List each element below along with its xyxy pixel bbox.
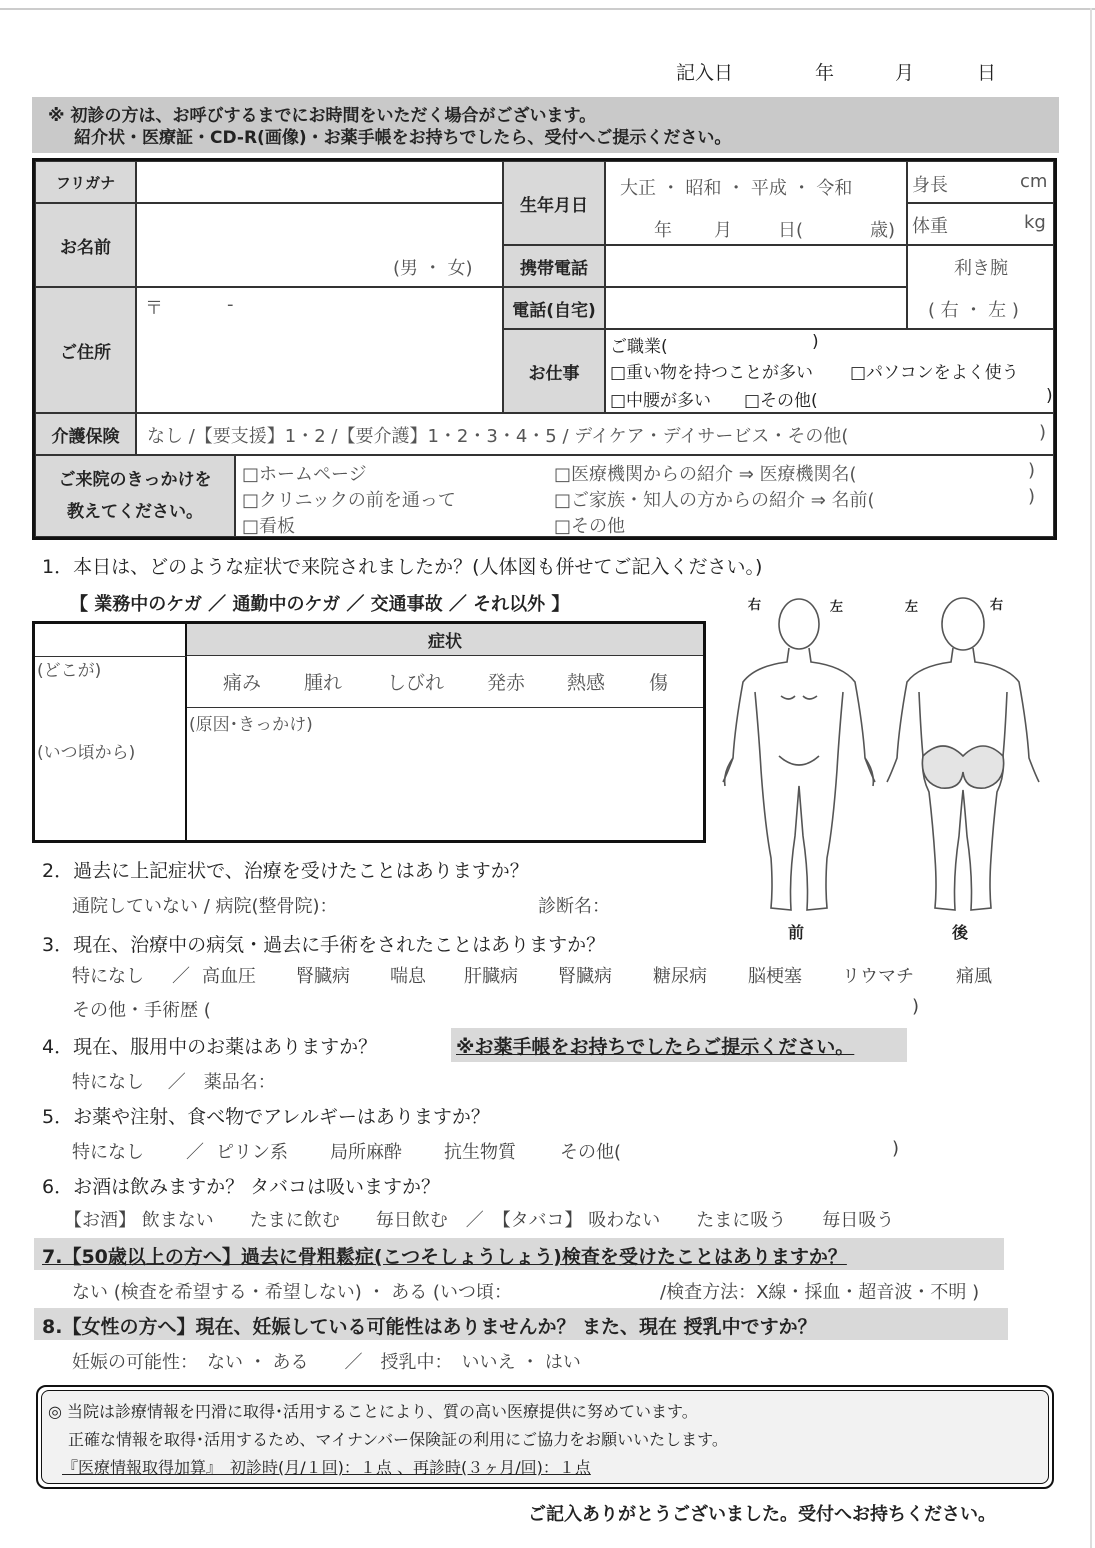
mobile-field[interactable] [605,245,907,287]
q7-answer[interactable]: ない (検査を希望する・希望しない) ・ ある (いつ頃： [72,1282,512,1303]
mobile-label: 携帯電話 [503,245,605,287]
q3-opt-diabetes[interactable]: 糖尿病 [653,966,707,987]
q1-text: 1．本日は、どのような症状で来院されましたか？(人体図も併せてご記入ください。) [42,556,763,578]
where-label: (どこが) [37,661,102,681]
name-label: お名前 [35,203,136,287]
name-field[interactable] [136,203,503,287]
front-left-label: 左 [830,600,844,615]
date-year: 年 [815,62,835,84]
reason-field [235,455,1054,537]
q3-other-close: ) [912,996,920,1017]
q3-opt-kidney[interactable]: 腎臓病 [296,966,350,987]
cause-field[interactable] [187,708,703,840]
q3-opt-stroke[interactable]: 脳梗塞 [748,966,802,987]
reason-label-line1: ご来院のきっかけを [58,470,212,490]
q5-opt-other[interactable]: その他( [560,1142,622,1163]
symptom-pain[interactable]: 痛み [223,672,262,694]
reason-family-close: ) [1028,486,1036,507]
q5-text: 5．お薬や注射、食べ物でアレルギーはありますか？ [42,1106,490,1128]
birth-age: 歳) [870,220,896,241]
care-field[interactable] [136,413,1054,455]
q3-opt-hypertension[interactable]: 高血圧 [202,966,256,987]
address-field[interactable] [136,287,503,413]
q3-opt-none[interactable]: 特になし [72,966,144,987]
home-phone-field[interactable] [605,287,907,329]
care-label: 介護保険 [35,413,136,455]
furigana-field[interactable] [136,161,503,203]
q7-method[interactable]: /検査方法：X線・採血・超音波・不明 ) [660,1282,980,1303]
q5-other-close: ) [892,1138,900,1159]
notice-box [32,97,1059,153]
q5-opt-antibiotic[interactable]: 抗生物質 [444,1142,516,1163]
weight-unit: kg [1024,212,1046,233]
q4-text: 4．現在、服用中のお薬はありますか？ [42,1036,378,1058]
address-label: ご住所 [35,287,136,413]
back-right-label: 右 [990,598,1004,613]
q2-diagnosis[interactable]: 診断名： [538,896,610,917]
reason-family-checkbox[interactable]: □ご家族・知人の方からの紹介 ⇒ 名前( [554,490,875,511]
q5-opt-anesthesia[interactable]: 局所麻酔 [330,1142,402,1163]
reason-medical-checkbox[interactable]: □医療機関からの紹介 ⇒ 医療機関名( [554,464,857,485]
job-stooping-checkbox[interactable]: □中腰が多い [610,391,712,411]
q5-opt-pyrine[interactable]: ピリン系 [216,1142,288,1163]
q3-slash: ／ [172,966,190,987]
birth-label: 生年月日 [503,161,605,245]
care-options[interactable]: なし /【要支援】1・2 /【要介護】1・2・3・4・5 / デイケア・デイサービス・その他( [147,426,849,447]
q4-note: ※お薬手帳をお持ちでしたらご提示ください。 [456,1036,855,1058]
occupation-label: ご職業( [610,337,668,357]
job-label: お仕事 [503,329,605,413]
date-day: 日 [977,62,997,84]
q4-answer[interactable]: 特になし ／ 薬品名： [72,1072,276,1093]
handed-options[interactable]: ( 右 ・ 左 ) [928,300,1019,321]
date-month: 月 [895,62,915,84]
q3-opt-gout[interactable]: 痛風 [956,966,992,987]
height-field[interactable] [907,161,1054,203]
symptom-left-divider [35,656,187,657]
job-other-close: ) [1046,386,1053,406]
era-options[interactable]: 大正 ・ 昭和 ・ 平成 ・ 令和 [620,178,853,199]
q2-text: 2．過去に上記症状で、治療を受けたことはありますか？ [42,860,529,882]
birth-field[interactable] [605,161,907,245]
reason-label-line2: 教えてください。 [67,502,203,522]
height-label: 身長 [912,175,948,196]
patient-info-table [32,158,1057,540]
top-border [0,8,1095,10]
reason-homepage-checkbox[interactable]: □ホームページ [242,464,367,485]
birth-month: 月 [714,220,732,241]
front-right-label: 右 [748,598,762,613]
weight-label: 体重 [912,216,948,237]
date-label: 記入日 [676,62,734,84]
q3-opt-liver[interactable]: 肝臓病 [464,966,518,987]
footer-line-2: 正確な情報を取得･活用するため、マイナンバー保険証の利用にご協力をお願いいたします。 [68,1430,728,1449]
back-left-label: 左 [905,600,919,615]
symptom-table [32,621,706,843]
weight-field[interactable] [907,203,1054,245]
home-phone-label: 電話(自宅) [503,287,605,329]
handed-field[interactable] [907,245,1054,329]
reason-passing-checkbox[interactable]: □クリニックの前を通って [242,490,456,511]
postal-dash: - [227,294,234,315]
job-field[interactable] [605,329,1054,413]
birth-day: 日( [778,220,804,241]
q5-opt-none[interactable]: 特になし [72,1142,144,1163]
birth-year: 年 [654,220,672,241]
notice-line-1: ※ 初診の方は、お呼びするまでにお時間をいただく場合がございます。 [48,106,597,126]
symptom-options-row [187,656,703,708]
footer-line-3: 『医療情報取得加算』 初診時(月/１回)：１点 、再診時(３ヶ月/回)：１点 [62,1458,591,1477]
symptom-numbness[interactable]: しびれ [387,672,445,694]
reason-sign-checkbox[interactable]: □看板 [242,516,296,537]
q3-other[interactable]: その他・手術歴 ( [72,1000,211,1021]
footer-line-1: ◎ 当院は診療情報を円滑に取得･活用することにより、質の高い医療提供に努めています。 [48,1402,698,1421]
furigana-label: フリガナ [35,161,136,203]
occupation-close: ) [812,332,819,352]
back-label: 後 [952,923,969,942]
job-pc-checkbox[interactable]: □パソコンをよく使う [850,363,1019,383]
handed-label: 利き腕 [954,258,1008,279]
notice-line-2: 紹介状・医療証・CD-R(画像)・お薬手帳をお持ちでしたら、受付へご提示ください。 [74,128,732,148]
q6-text: 6．お酒は飲みますか？ タバコは吸いますか？ [42,1176,440,1198]
height-unit: cm [1020,171,1048,192]
job-other-checkbox[interactable]: □その他( [744,391,818,411]
symptom-redness[interactable]: 発赤 [487,672,526,694]
q3-opt-rheumatism[interactable]: リウマチ [842,966,914,987]
symptom-wound[interactable]: 傷 [649,672,669,694]
since-label: (いつ頃から) [37,743,136,763]
thanks-text: ご記入ありがとうございました。受付へお持ちください。 [528,1504,996,1525]
symptom-header: 症状 [187,624,703,656]
body-front-figure [723,599,875,910]
q1-categories[interactable]: 【 業務中のケガ ／ 通勤中のケガ ／ 交通事故 ／ それ以外 】 [70,594,570,615]
symptom-heat[interactable]: 熱感 [567,672,606,694]
right-border [1090,8,1092,1548]
q8-text: 8.【女性の方へ】現在、妊娠している可能性はありませんか？ また、現在 授乳中ですか？ [42,1316,817,1338]
symptom-swelling[interactable]: 腫れ [304,672,343,694]
footer-box [41,1390,1049,1484]
cause-label: (原因･きっかけ) [189,715,313,735]
postal-mark: 〒 [145,298,163,319]
reason-medical-close: ) [1028,460,1036,481]
q3-text: 3．現在、治療中の病気・過去に手術をされたことはありますか？ [42,934,606,956]
q3-opt-kidney-2[interactable]: 腎臓病 [558,966,612,987]
reason-label [35,455,235,537]
q2-answer[interactable]: 通院していない / 病院(整骨院)： [72,896,338,917]
body-back-figure [887,598,1039,910]
q6-answer[interactable]: 【お酒】 飲まない たまに飲む 毎日飲む ／ 【タバコ】 吸わない たまに吸う 毎日吸う [64,1210,895,1231]
q5-slash: ／ [186,1142,204,1163]
care-close: ) [1039,422,1047,443]
q3-opt-asthma[interactable]: 喘息 [390,966,426,987]
body-diagram[interactable] [715,596,1065,926]
job-heavy-checkbox[interactable]: □重い物を持つことが多い [610,363,814,383]
gender-options[interactable]: (男 ・ 女) [393,258,473,279]
reason-other-checkbox[interactable]: □その他 [554,516,626,537]
front-label: 前 [788,923,805,942]
q7-text: 7.【50歳以上の方へ】過去に骨粗鬆症(こつそしょうしょう)検査を受けたことはありますか？ [42,1246,847,1268]
q8-answer[interactable]: 妊娠の可能性： ない ・ ある ／ 授乳中： いいえ ・ はい [72,1352,581,1373]
